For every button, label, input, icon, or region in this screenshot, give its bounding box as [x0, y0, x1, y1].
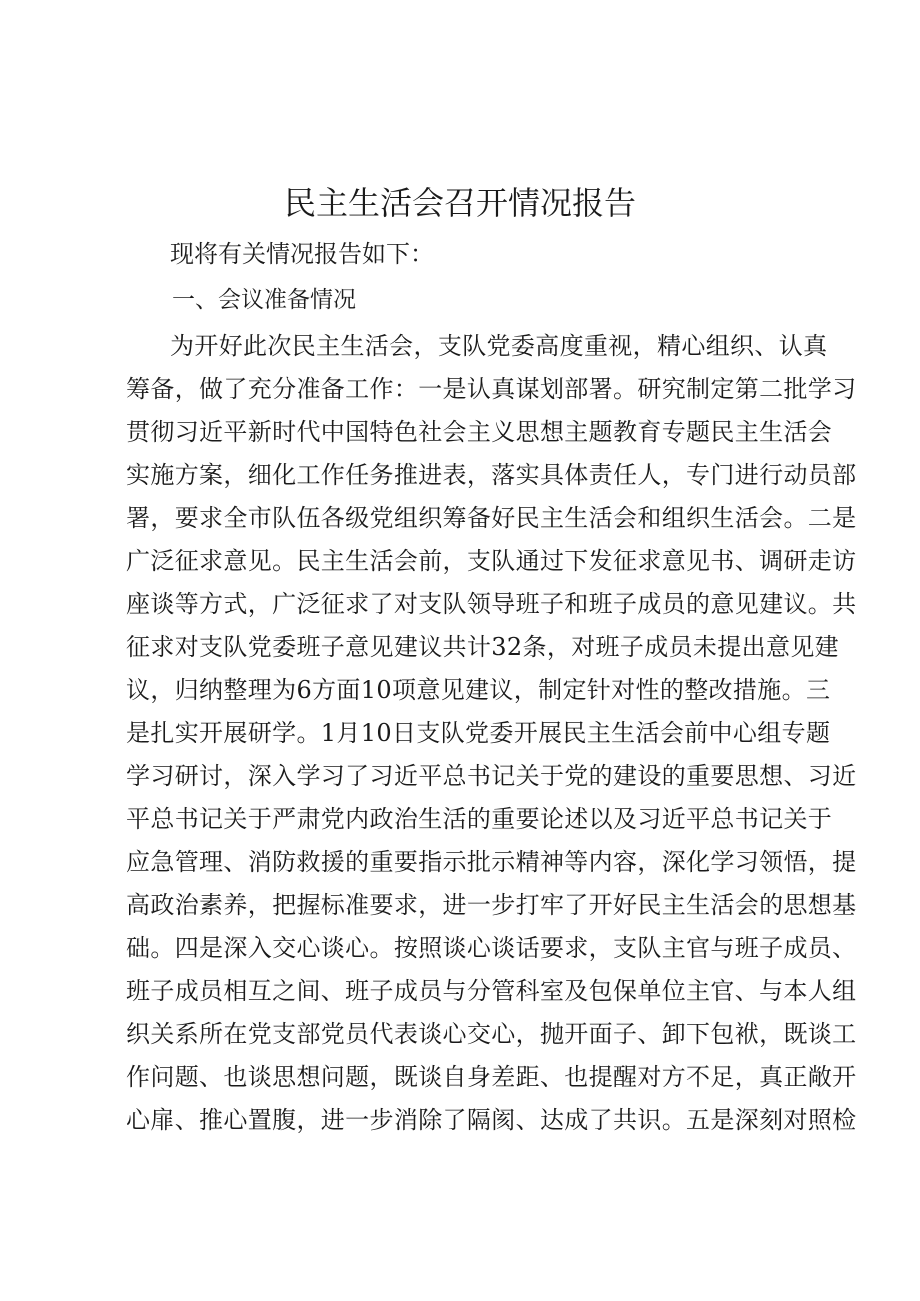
paragraph-line: 署，要求全市队伍各级党组织筹备好民主生活会和组织生活会。二是	[126, 504, 857, 532]
paragraph-line: 作问题、也谈思想问题，既谈自身差距、也提醒对方不足，真正敞开	[126, 1063, 857, 1091]
paragraph-line: 座谈等方式，广泛征求了对支队领导班子和班子成员的意见建议。共	[126, 590, 857, 618]
paragraph-line: 实施方案，细化工作任务推进表，落实具体责任人，专门进行动员部	[126, 461, 857, 489]
paragraph-line: 议，归纳整理为6方面10项意见建议，制定针对性的整改措施。三	[126, 676, 831, 704]
paragraph-line: 织关系所在党支部党员代表谈心交心，抛开面子、卸下包袱，既谈工	[126, 1020, 857, 1048]
paragraph-line: 筹备，做了充分准备工作：一是认真谋划部署。研究制定第二批学习	[126, 375, 857, 403]
paragraph-line: 心扉、推心置腹，进一步消除了隔阂、达成了共识。五是深刻对照检	[126, 1106, 857, 1134]
paragraph-line: 广泛征求意见。民主生活会前，支队通过下发征求意见书、调研走访	[126, 547, 857, 575]
intro-text: 现将有关情况报告如下：	[170, 240, 434, 268]
paragraph-line: 为开好此次民主生活会，支队党委高度重视，精心组织、认真	[170, 332, 828, 360]
paragraph-line: 平总书记关于严肃党内政治生活的重要论述以及习近平总书记关于	[126, 805, 833, 833]
paragraph-line: 学习研讨，深入学习了习近平总书记关于党的建设的重要思想、习近	[126, 762, 857, 790]
paragraph-line: 应急管理、消防救援的重要指示批示精神等内容，深化学习领悟，提	[126, 848, 857, 876]
section-heading: 一、会议准备情况	[172, 287, 356, 313]
document-title: 民主生活会召开情况报告	[283, 184, 636, 222]
paragraph-line: 础。四是深入交心谈心。按照谈心谈话要求，支队主官与班子成员、	[126, 934, 857, 962]
paragraph-line: 贯彻习近平新时代中国特色社会主义思想主题教育专题民主生活会	[126, 418, 833, 446]
paragraph-line: 是扎实开展研学。1月10日支队党委开展民主生活会前中心组专题	[126, 719, 831, 747]
paragraph-line: 征求对支队党委班子意见建议共计32条，对班子成员未提出意见建	[126, 633, 840, 661]
paragraph-line: 班子成员相互之间、班子成员与分管科室及包保单位主官、与本人组	[126, 977, 857, 1005]
paragraph-line: 高政治素养，把握标准要求，进一步打牢了开好民主生活会的思想基	[126, 891, 857, 919]
